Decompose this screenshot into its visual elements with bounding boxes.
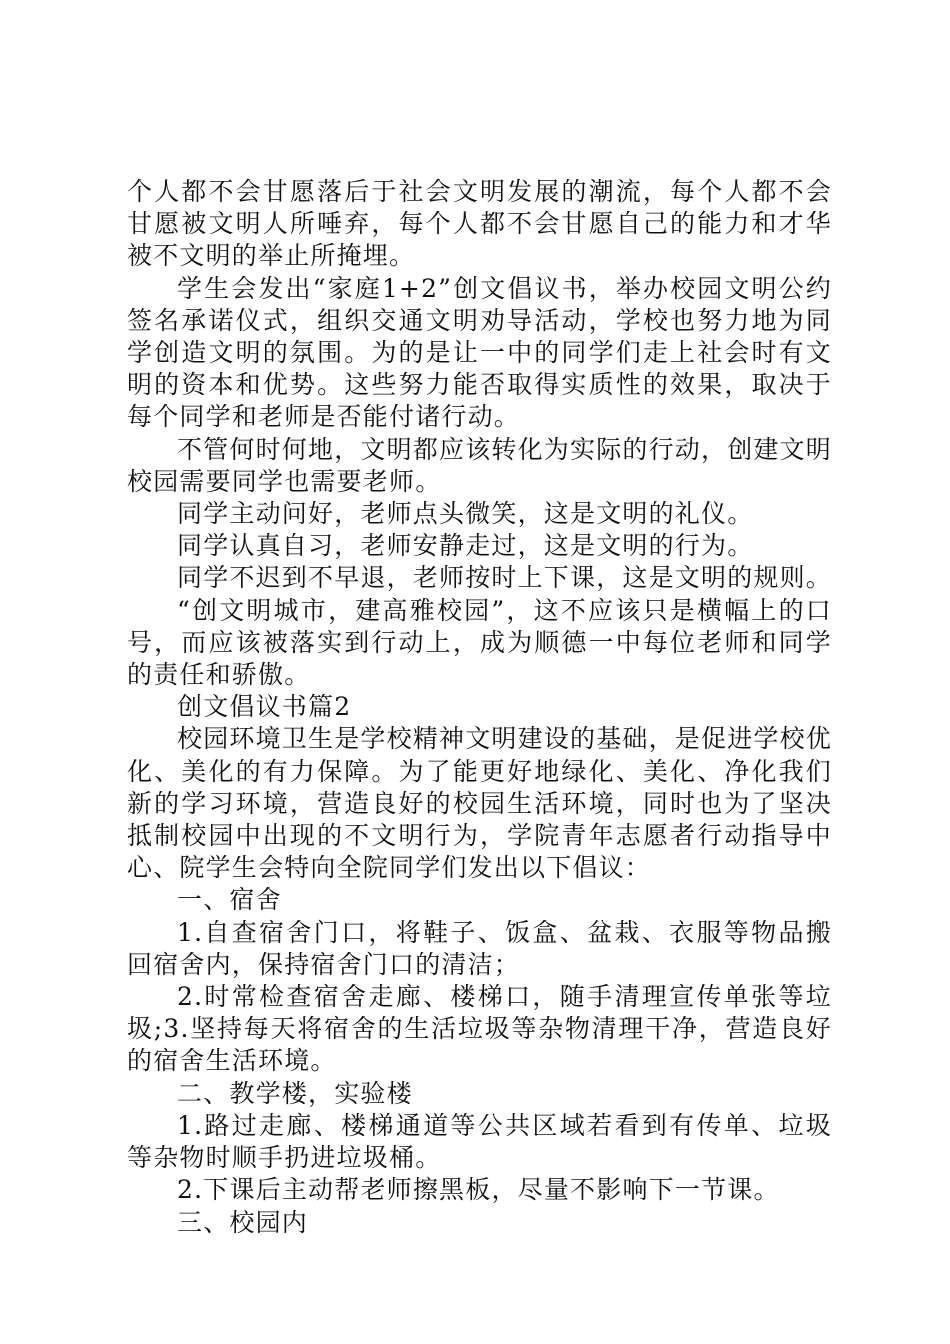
paragraph: 同学主动问好，老师点头微笑，这是文明的礼仪。 [177, 499, 754, 529]
document-body [127, 176, 832, 1239]
paragraph: 校园环境卫生是学校精神文明建设的基础，是促进学校优化、美化的有力保障。为了能更好地绿化、美化、净化我们新的学习环境，营造良好的校园生活环境，同时也为了坚决抵制校园中出现的不文明行为，学院青年志愿者行动指导中心、院学生会特向全院同学们发出以下倡议： [127, 724, 833, 883]
section-heading: 二、教学楼，实验楼 [177, 1078, 413, 1108]
paragraph: “创文明城市，建高雅校园”，这不应该只是横幅上的口号，而应该被落实到行动上，成为顺德一中每位老师和同学的责任和骄傲。 [127, 595, 832, 690]
section-heading: 一、宿舍 [177, 885, 282, 915]
paragraph: 同学认真自习，老师安静走过，这是文明的行为。 [177, 531, 754, 561]
paragraph: 同学不迟到不早退，老师按时上下课，这是文明的规则。 [177, 563, 833, 593]
paragraph: 个人都不会甘愿落后于社会文明发展的潮流，每个人都不会甘愿被文明人所唾弃，每个人都不会甘愿自己的能力和才华被不文明的举止所掩埋。 [127, 177, 832, 271]
list-item: 2.下课后主动帮老师擦黑板，尽量不影响下一节课。 [177, 1175, 780, 1205]
list-item: 1.路过走廊、楼梯通道等公共区域若看到有传单、垃圾等杂物时顺手扔进垃圾桶。 [127, 1110, 832, 1173]
section-title: 创文倡议书篇2 [177, 692, 352, 722]
paragraph: 不管何时何地，文明都应该转化为实际的行动，创建文明校园需要同学也需要老师。 [127, 434, 833, 496]
list-item: 1.自查宿舍门口，将鞋子、饭盒、盆栽、衣服等物品搬回宿舍内，保持宿舍门口的清洁； [127, 917, 832, 979]
list-item: 2.时常检查宿舍走廊、楼梯口，随手清理宣传单张等垃圾;3.坚持每天将宿舍的生活垃圾等杂物清理干净，营造良好的宿舍生活环境。 [127, 982, 832, 1076]
paragraph: 学生会发出“家庭1+2”创文倡议书，举办校园文明公约签名承诺仪式，组织交通文明劝导活动，学校也努力地为同学创造文明的氛围。为的是让一中的同学们走上社会时有文明的资本和优势。这些努力能否取得实质性的效果，取决于每个同学和老师是否能付诸行动。 [127, 273, 832, 432]
section-heading: 三、校园内 [177, 1207, 309, 1237]
